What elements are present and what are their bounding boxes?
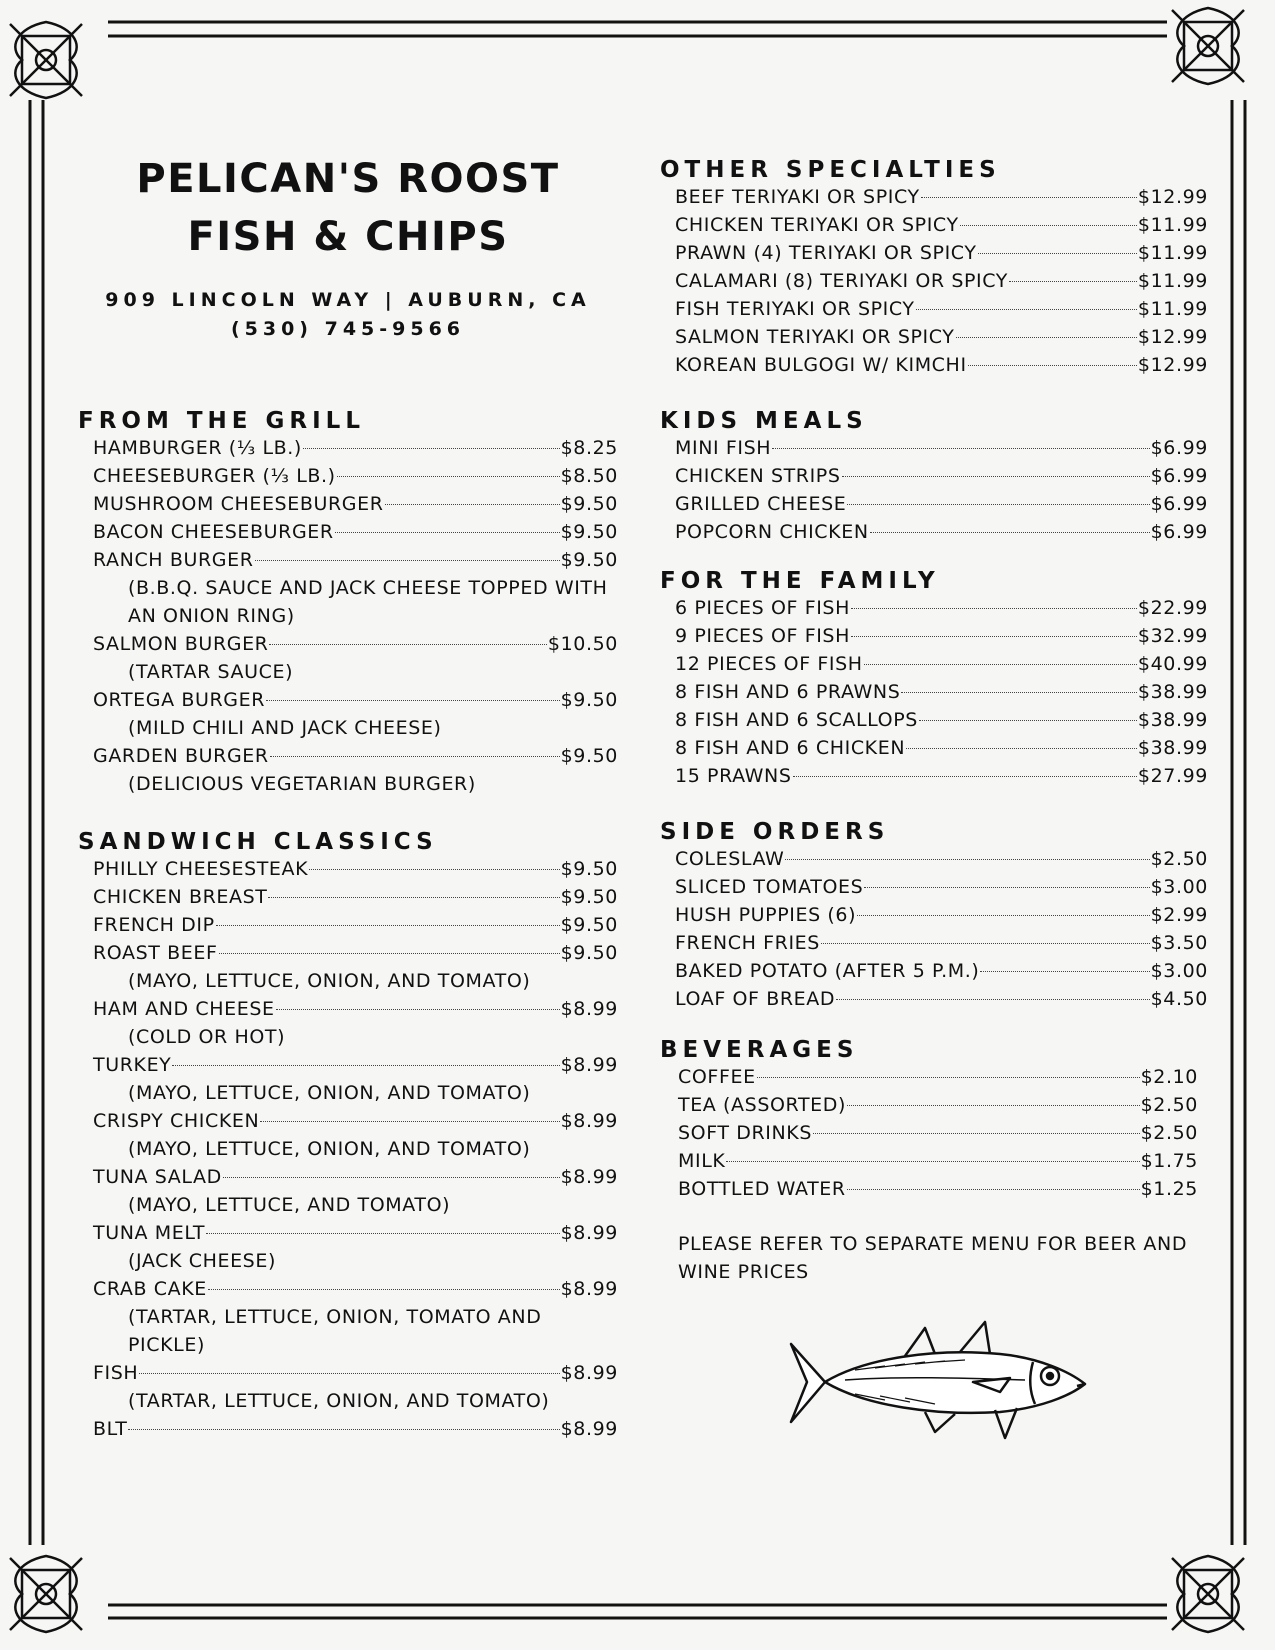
- dot-leader: [847, 1105, 1140, 1106]
- menu-item: [93, 1051, 618, 1079]
- dot-leader: [864, 664, 1137, 665]
- section-title: BEVERAGES: [660, 1037, 859, 1063]
- dot-leader: [842, 476, 1150, 477]
- menu-item: [675, 734, 1208, 762]
- menu-item: [675, 650, 1208, 678]
- menu-item: [675, 678, 1208, 706]
- menu-item-name: CHICKEN STRIPS: [675, 465, 841, 487]
- dot-leader: [309, 869, 559, 870]
- dot-leader: [139, 1373, 559, 1374]
- menu-item-price: $8.99: [560, 1222, 618, 1244]
- menu-item-price: $9.50: [560, 914, 618, 936]
- dot-leader: [919, 720, 1137, 721]
- section-other-specialties: [660, 157, 1208, 379]
- menu-item: [93, 490, 618, 518]
- menu-item: [93, 546, 618, 574]
- dot-leader: [960, 225, 1137, 226]
- dot-leader: [337, 476, 560, 477]
- menu-item-price: $3.00: [1150, 960, 1208, 982]
- menu-item: [678, 1119, 1198, 1147]
- menu-item-name: ROAST BEEF: [93, 942, 218, 964]
- dot-leader: [260, 1121, 559, 1122]
- dot-leader: [772, 448, 1149, 449]
- menu-item-name: HUSH PUPPIES (6): [675, 904, 857, 926]
- menu-item-price: $11.99: [1137, 270, 1208, 292]
- section-title: FROM THE GRILL: [78, 408, 365, 434]
- menu-item-price: $8.99: [560, 1418, 618, 1440]
- menu-item-name: 8 FISH AND 6 CHICKEN: [675, 737, 906, 759]
- menu-item-name: LOAF OF BREAD: [675, 988, 836, 1010]
- menu-item-name: HAMBURGER (⅓ LB.): [93, 437, 302, 459]
- section-title: OTHER SPECIALTIES: [660, 157, 1001, 183]
- menu-item-name: GARDEN BURGER: [93, 745, 269, 767]
- menu-item-name: SOFT DRINKS: [678, 1122, 813, 1144]
- menu-item-price: $11.99: [1137, 298, 1208, 320]
- menu-item: [93, 855, 618, 883]
- menu-item-name: 8 FISH AND 6 SCALLOPS: [675, 709, 918, 731]
- menu-item-price: $8.50: [560, 465, 618, 487]
- section-title: SANDWICH CLASSICS: [78, 829, 438, 855]
- menu-item-description: (TARTAR, LETTUCE, ONION, AND TOMATO): [128, 1390, 550, 1412]
- dot-leader: [813, 1133, 1140, 1134]
- dot-leader: [906, 748, 1137, 749]
- menu-item: [93, 462, 618, 490]
- menu-item: [675, 267, 1208, 295]
- section-title: KIDS MEALS: [660, 408, 868, 434]
- menu-item-name: 12 PIECES OF FISH: [675, 653, 863, 675]
- menu-item-name: MILK: [678, 1150, 726, 1172]
- menu-item: [678, 1063, 1198, 1091]
- menu-item: [93, 883, 618, 911]
- restaurant-header: [78, 150, 618, 344]
- menu-item-price: $38.99: [1137, 737, 1208, 759]
- menu-item-price: $10.50: [547, 633, 618, 655]
- menu-item: [675, 845, 1208, 873]
- menu-item-price: $2.50: [1140, 1094, 1198, 1116]
- menu-item-price: $6.99: [1150, 465, 1208, 487]
- menu-item-name: KOREAN BULGOGI W/ KIMCHI: [675, 354, 967, 376]
- menu-item: [675, 295, 1208, 323]
- dot-leader: [851, 636, 1137, 637]
- menu-item-name: PHILLY CHEESESTEAK: [93, 858, 309, 880]
- dot-leader: [785, 859, 1149, 860]
- menu-item-name: CRISPY CHICKEN: [93, 1110, 260, 1132]
- menu-item-name: BOTTLED WATER: [678, 1178, 846, 1200]
- corner-ornament-bottom-right: [1172, 1556, 1244, 1632]
- menu-item-price: $8.99: [560, 1278, 618, 1300]
- dot-leader: [968, 365, 1137, 366]
- menu-item-description: (TARTAR SAUCE): [128, 661, 294, 683]
- menu-item-description: (TARTAR, LETTUCE, ONION, TOMATO AND PICKLE): [128, 1306, 542, 1356]
- menu-item: [93, 434, 618, 462]
- dot-leader: [978, 253, 1137, 254]
- corner-ornament-top-left: [10, 22, 82, 98]
- dot-leader: [757, 1077, 1140, 1078]
- menu-item-description: (MILD CHILI AND JACK CHEESE): [128, 717, 442, 739]
- menu-item-price: $2.99: [1150, 904, 1208, 926]
- menu-item-price: $11.99: [1137, 242, 1208, 264]
- menu-item: [675, 434, 1208, 462]
- menu-item-name: POPCORN CHICKEN: [675, 521, 869, 543]
- menu-item-description: (MAYO, LETTUCE, ONION, AND TOMATO): [128, 970, 531, 992]
- restaurant-address: 909 LINCOLN WAY | AUBURN, CA: [105, 289, 591, 311]
- menu-item-price: $1.75: [1140, 1150, 1198, 1172]
- menu-item: [93, 995, 618, 1023]
- dot-leader: [270, 756, 560, 757]
- dot-leader: [847, 504, 1149, 505]
- menu-item-price: $8.99: [560, 1166, 618, 1188]
- menu-item-name: PRAWN (4) TERIYAKI OR SPICY: [675, 242, 977, 264]
- menu-item-price: $40.99: [1137, 653, 1208, 675]
- restaurant-name-line2: FISH & CHIPS: [187, 214, 509, 260]
- menu-item: [93, 518, 618, 546]
- menu-item-list: [675, 845, 1208, 1013]
- dot-leader: [980, 971, 1149, 972]
- restaurant-name-line1: PELICAN'S ROOST: [136, 156, 560, 202]
- menu-item: [675, 490, 1208, 518]
- beer-wine-footnote: PLEASE REFER TO SEPARATE MENU FOR BEER AND WINE PRICES: [678, 1233, 1188, 1283]
- menu-item: [675, 762, 1208, 790]
- section-kids-meals: [660, 408, 1208, 546]
- menu-item-price: $1.25: [1140, 1178, 1198, 1200]
- menu-item-name: FISH TERIYAKI OR SPICY: [675, 298, 915, 320]
- menu-item-name: HAM AND CHEESE: [93, 998, 275, 1020]
- menu-item-name: CALAMARI (8) TERIYAKI OR SPICY: [675, 270, 1008, 292]
- menu-item: [675, 901, 1208, 929]
- menu-item-name: 9 PIECES OF FISH: [675, 625, 850, 647]
- menu-item: [93, 686, 618, 714]
- menu-item: [675, 873, 1208, 901]
- menu-item-price: $9.50: [560, 521, 618, 543]
- menu-item-name: 8 FISH AND 6 PRAWNS: [675, 681, 901, 703]
- menu-item-price: $9.50: [560, 689, 618, 711]
- menu-item-name: COLESLAW: [675, 848, 785, 870]
- menu-item-name: RANCH BURGER: [93, 549, 254, 571]
- dot-leader: [857, 915, 1150, 916]
- menu-item-description: (DELICIOUS VEGETARIAN BURGER): [128, 773, 476, 795]
- dot-leader: [216, 925, 560, 926]
- menu-item-price: $12.99: [1137, 186, 1208, 208]
- section-title: FOR THE FAMILY: [660, 568, 940, 594]
- menu-item: [93, 1107, 618, 1135]
- menu-item-price: $9.50: [560, 493, 618, 515]
- dot-leader: [268, 897, 559, 898]
- menu-item: [93, 1415, 618, 1443]
- menu-item-name: COFFEE: [678, 1066, 756, 1088]
- dot-leader: [1009, 281, 1137, 282]
- menu-item-name: MINI FISH: [675, 437, 772, 459]
- menu-item-name: TUNA MELT: [93, 1222, 206, 1244]
- dot-leader: [255, 560, 560, 561]
- menu-item-description: (COLD OR HOT): [128, 1026, 286, 1048]
- menu-item-price: $2.50: [1150, 848, 1208, 870]
- menu-item-price: $12.99: [1137, 354, 1208, 376]
- menu-item-name: MUSHROOM CHEESEBURGER: [93, 493, 384, 515]
- menu-item-name: GRILLED CHEESE: [675, 493, 847, 515]
- menu-item-price: $3.50: [1150, 932, 1208, 954]
- dot-leader: [269, 644, 546, 645]
- dot-leader: [921, 197, 1137, 198]
- menu-item-price: $12.99: [1137, 326, 1208, 348]
- menu-item-name: SALMON TERIYAKI OR SPICY: [675, 326, 955, 348]
- dot-leader: [836, 999, 1150, 1000]
- section-for-the-family: [660, 568, 1208, 790]
- menu-item: [678, 1175, 1198, 1203]
- menu-item-name: BACON CHEESEBURGER: [93, 521, 334, 543]
- menu-item-price: $9.50: [560, 886, 618, 908]
- menu-item-list: [93, 855, 618, 1443]
- menu-item: [675, 239, 1208, 267]
- menu-item-name: SALMON BURGER: [93, 633, 269, 655]
- menu-item-list: [678, 1063, 1198, 1203]
- menu-item: [93, 742, 618, 770]
- menu-item-price: $38.99: [1137, 709, 1208, 731]
- menu-item-price: $22.99: [1137, 597, 1208, 619]
- menu-item-price: $9.50: [560, 942, 618, 964]
- menu-item-description: (B.B.Q. SAUCE AND JACK CHEESE TOPPED WITH AN ONION RING): [128, 577, 608, 627]
- menu-item-name: FISH: [93, 1362, 139, 1384]
- menu-item-name: CHEESEBURGER (⅓ LB.): [93, 465, 336, 487]
- menu-item-price: $8.99: [560, 1054, 618, 1076]
- dot-leader: [870, 532, 1150, 533]
- menu-item-name: BAKED POTATO (AFTER 5 P.M.): [675, 960, 980, 982]
- menu-item-price: $9.50: [560, 745, 618, 767]
- dot-leader: [864, 887, 1149, 888]
- menu-item-name: ORTEGA BURGER: [93, 689, 266, 711]
- menu-item-name: TUNA SALAD: [93, 1166, 222, 1188]
- menu-item: [675, 462, 1208, 490]
- menu-item-name: CRAB CAKE: [93, 1278, 207, 1300]
- menu-item-description: (MAYO, LETTUCE, AND TOMATO): [128, 1194, 451, 1216]
- menu-item-price: $8.99: [560, 1110, 618, 1132]
- menu-item-list: [93, 434, 618, 798]
- menu-item-price: $11.99: [1137, 214, 1208, 236]
- corner-ornament-bottom-left: [10, 1556, 82, 1632]
- menu-item-price: $32.99: [1137, 625, 1208, 647]
- menu-item-price: $8.99: [560, 1362, 618, 1384]
- dot-leader: [303, 448, 560, 449]
- menu-item-price: $2.50: [1140, 1122, 1198, 1144]
- menu-item-list: [675, 183, 1208, 379]
- menu-item: [678, 1147, 1198, 1175]
- menu-item: [93, 1359, 618, 1387]
- menu-item-price: $4.50: [1150, 988, 1208, 1010]
- menu-item: [675, 183, 1208, 211]
- menu-item: [675, 351, 1208, 379]
- menu-item-list: [675, 594, 1208, 790]
- menu-item: [675, 518, 1208, 546]
- menu-item-price: $8.99: [560, 998, 618, 1020]
- dot-leader: [851, 608, 1137, 609]
- menu-item: [675, 323, 1208, 351]
- menu-item-name: BEEF TERIYAKI OR SPICY: [675, 186, 920, 208]
- menu-item: [93, 911, 618, 939]
- menu-item: [93, 939, 618, 967]
- menu-item: [675, 929, 1208, 957]
- dot-leader: [172, 1065, 559, 1066]
- section-from-the-grill: [78, 408, 618, 798]
- dot-leader: [266, 700, 560, 701]
- dot-leader: [821, 943, 1150, 944]
- menu-item-price: $2.10: [1140, 1066, 1198, 1088]
- menu-item-price: $6.99: [1150, 437, 1208, 459]
- menu-item: [675, 985, 1208, 1013]
- dot-leader: [847, 1189, 1140, 1190]
- dot-leader: [793, 776, 1137, 777]
- menu-item: [93, 1163, 618, 1191]
- menu-item-description: (JACK CHEESE): [128, 1250, 276, 1272]
- menu-item: [93, 630, 618, 658]
- menu-item-name: 15 PRAWNS: [675, 765, 792, 787]
- menu-item: [93, 1219, 618, 1247]
- menu-item: [93, 1275, 618, 1303]
- menu-item: [675, 211, 1208, 239]
- dot-leader: [208, 1289, 560, 1290]
- dot-leader: [128, 1429, 559, 1430]
- corner-ornament-top-right: [1172, 8, 1244, 84]
- fish-illustration: [785, 1320, 1095, 1445]
- menu-item-name: BLT: [93, 1418, 128, 1440]
- menu-item-name: TURKEY: [93, 1054, 172, 1076]
- menu-item-price: $38.99: [1137, 681, 1208, 703]
- menu-item-price: $27.99: [1137, 765, 1208, 787]
- dot-leader: [901, 692, 1137, 693]
- menu-item: [675, 706, 1208, 734]
- menu-item: [675, 594, 1208, 622]
- dot-leader: [335, 532, 560, 533]
- dot-leader: [385, 504, 560, 505]
- menu-item-description: (MAYO, LETTUCE, ONION, AND TOMATO): [128, 1082, 531, 1104]
- dot-leader: [916, 309, 1137, 310]
- dot-leader: [276, 1009, 560, 1010]
- menu-item-price: $3.00: [1150, 876, 1208, 898]
- menu-item-name: TEA (ASSORTED): [678, 1094, 847, 1116]
- menu-item: [675, 622, 1208, 650]
- menu-item-name: 6 PIECES OF FISH: [675, 597, 850, 619]
- menu-item: [675, 957, 1208, 985]
- menu-item-price: $9.50: [560, 549, 618, 571]
- menu-item-name: CHICKEN TERIYAKI OR SPICY: [675, 214, 959, 236]
- dot-leader: [223, 1177, 560, 1178]
- menu-item: [678, 1091, 1198, 1119]
- menu-item-price: $6.99: [1150, 493, 1208, 515]
- section-sandwich-classics: [78, 829, 618, 1443]
- section-beverages: [660, 1037, 1208, 1203]
- menu-item-name: FRENCH DIP: [93, 914, 215, 936]
- dot-leader: [219, 953, 560, 954]
- section-side-orders: [660, 819, 1208, 1013]
- dot-leader: [956, 337, 1137, 338]
- dot-leader: [726, 1161, 1139, 1162]
- menu-item-name: FRENCH FRIES: [675, 932, 820, 954]
- menu-item-name: SLICED TOMATOES: [675, 876, 864, 898]
- dot-leader: [206, 1233, 559, 1234]
- menu-item-name: CHICKEN BREAST: [93, 886, 268, 908]
- menu-item-price: $9.50: [560, 858, 618, 880]
- menu-item-list: [675, 434, 1208, 546]
- section-title: SIDE ORDERS: [660, 819, 890, 845]
- menu-item-description: (MAYO, LETTUCE, ONION, AND TOMATO): [128, 1138, 531, 1160]
- menu-item-price: $8.25: [560, 437, 618, 459]
- menu-item-price: $6.99: [1150, 521, 1208, 543]
- restaurant-phone: (530) 745-9566: [230, 318, 466, 340]
